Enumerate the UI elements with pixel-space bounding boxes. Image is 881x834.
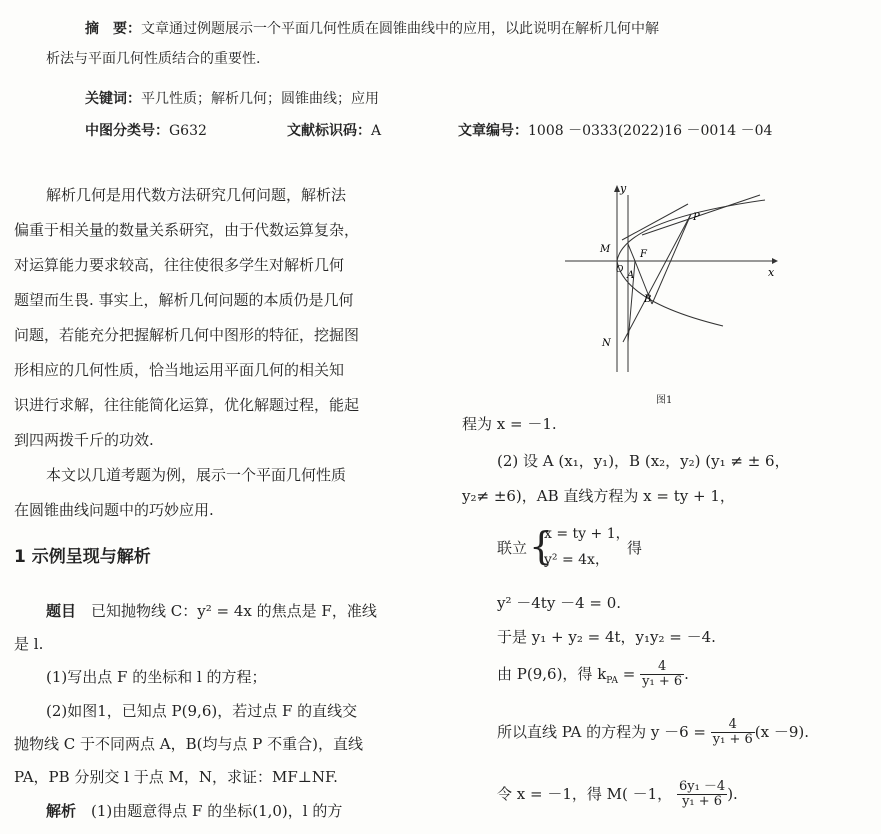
intro-line: 到四两拨千斤的功效. — [14, 431, 154, 449]
clc — [85, 120, 207, 140]
label-p: P — [693, 212, 700, 223]
keywords-label: 关键词： — [85, 91, 141, 107]
label-o: O — [616, 265, 624, 275]
x-axis-arrow — [772, 258, 778, 264]
slope-den: y₁ + 6 — [642, 674, 683, 690]
keywords — [85, 88, 379, 108]
intro-line: 偏重于相关量的数量关系研究，由于代数运算复杂， — [14, 221, 360, 239]
slope-prefix: 由 P(9,6)，得 k — [497, 664, 607, 683]
clc-label: 中图分类号： — [85, 123, 169, 139]
extra-line — [642, 195, 760, 235]
section-title: 1 示例呈现与解析 — [14, 547, 151, 567]
article-label: 文章编号： — [458, 123, 528, 139]
figure-1-diagram — [560, 180, 785, 375]
label-f: F — [640, 249, 647, 260]
line-p-b — [652, 214, 691, 304]
problem-line-1 — [46, 600, 377, 621]
line-pa-den: y₁ + 6 — [712, 732, 753, 748]
de-label: 得 — [627, 539, 643, 557]
solution-label: 解析 — [46, 802, 77, 820]
equation-line-pa — [497, 718, 809, 748]
right-line-1: 程为 x = －1. — [462, 415, 557, 433]
equation-slope — [497, 660, 689, 690]
intro2-line: 本文以几道考题为例，展示一个平面几何性质 — [46, 466, 347, 484]
label-a: A — [627, 270, 635, 281]
intro-line: 问题，若能充分把握解析几何中图形的特征，挖掘图 — [14, 326, 360, 344]
brace: { — [529, 524, 554, 568]
lianli-label: 联立 — [497, 539, 528, 557]
line-pa-post: (x －9). — [754, 722, 809, 741]
label-m: M — [600, 244, 611, 255]
equation-point-m — [497, 780, 738, 810]
question-1: (1)写出点 F 的坐标和 l 的方程； — [46, 668, 267, 686]
line-pa-fraction — [711, 718, 755, 748]
doc-code — [287, 120, 381, 140]
equation-quadratic: y² －4ty －4 = 0. — [497, 594, 622, 612]
question-2-line-3: PA，PB 分别交 l 于点 M，N，求证：MF⊥NF. — [14, 768, 338, 786]
slope-eq: = — [618, 664, 636, 683]
doccode-label: 文献标识码： — [287, 123, 371, 139]
equation-vieta: 于是 y₁ + y₂ = 4t，y₁y₂ = －4. — [497, 628, 716, 646]
abstract-text-2: 析法与平面几何性质结合的重要性. — [46, 51, 261, 67]
problem-text-1: 已知抛物线 C：y² = 4x 的焦点是 F，准线 — [91, 602, 377, 620]
intro2-line: 在圆锥曲线问题中的巧妙应用. — [14, 501, 214, 519]
line-pa-num: 4 — [711, 718, 755, 733]
slope-sub: PA — [606, 675, 619, 686]
label-n: N — [602, 338, 611, 349]
solution-text-1: (1)由题意得点 F 的坐标(1,0)，l 的方 — [91, 802, 343, 820]
question-2-line-2: 抛物线 C 于不同两点 A，B(均与点 P 不重合)，直线 — [14, 735, 363, 753]
line-pa-prefix: 所以直线 PA 的方程为 y －6 = — [497, 722, 706, 741]
article-value: 1008 －0333(2022)16 －0014 －04 — [528, 123, 773, 139]
intro-line: 对运算能力要求较高，往往使很多学生对解析几何 — [14, 256, 345, 274]
solution-line-1 — [46, 800, 342, 821]
article-number — [458, 120, 772, 140]
figure-caption: 图1 — [656, 395, 673, 406]
doccode-value: A — [371, 123, 382, 139]
abstract-label: 摘 要： — [85, 21, 141, 37]
point-m-post: ). — [727, 784, 738, 803]
question-2-line-1: (2)如图1，已知点 P(9,6)，若过点 F 的直线交 — [46, 702, 358, 720]
intro-line: 解析几何是用代数方法研究几何问题，解析法 — [46, 186, 347, 204]
label-y: y — [620, 182, 627, 195]
point-m-fraction — [677, 780, 727, 810]
point-m-prefix: 令 x = －1，得 M( －1， — [497, 784, 673, 803]
clc-value: G632 — [169, 123, 207, 139]
system-eq-2: y² = 4x， — [544, 552, 609, 568]
pm-line — [622, 204, 688, 240]
slope-fraction — [640, 660, 684, 690]
abstract-text-1: 文章通过例题展示一个平面几何性质在圆锥曲线中的应用，以此说明在解析几何中解 — [141, 21, 659, 37]
intro-line: 识进行求解，往往能简化运算，优化解题过程，能起 — [14, 396, 360, 414]
intro-line: 形相应的几何性质，恰当地运用平面几何的相关知 — [14, 361, 345, 379]
mf-segment — [628, 244, 635, 261]
problem-label: 题目 — [46, 602, 77, 620]
point-m-num: 6y₁ －4 — [678, 779, 726, 794]
problem-line-2: 是 l. — [14, 635, 44, 653]
abstract — [85, 18, 659, 38]
right-line-2: (2) 设 A (x₁，y₁)，B (x₂，y₂) (y₁ ≠ ± 6， — [497, 452, 790, 470]
point-m-den: y₁ + 6 — [682, 794, 723, 810]
slope-num: 4 — [640, 660, 684, 675]
label-b: B — [644, 294, 652, 305]
intro-line: 题望而生畏. 事实上，解析几何问题的本质仍是几何 — [14, 291, 354, 309]
slope-end: . — [684, 664, 689, 683]
label-x: x — [768, 266, 775, 279]
system-eq-1: x = ty + 1， — [544, 526, 630, 542]
keywords-text: 平几性质；解析几何；圆锥曲线；应用 — [141, 91, 379, 107]
right-line-3: y₂≠ ±6)，AB 直线方程为 x = ty + 1， — [462, 487, 735, 505]
